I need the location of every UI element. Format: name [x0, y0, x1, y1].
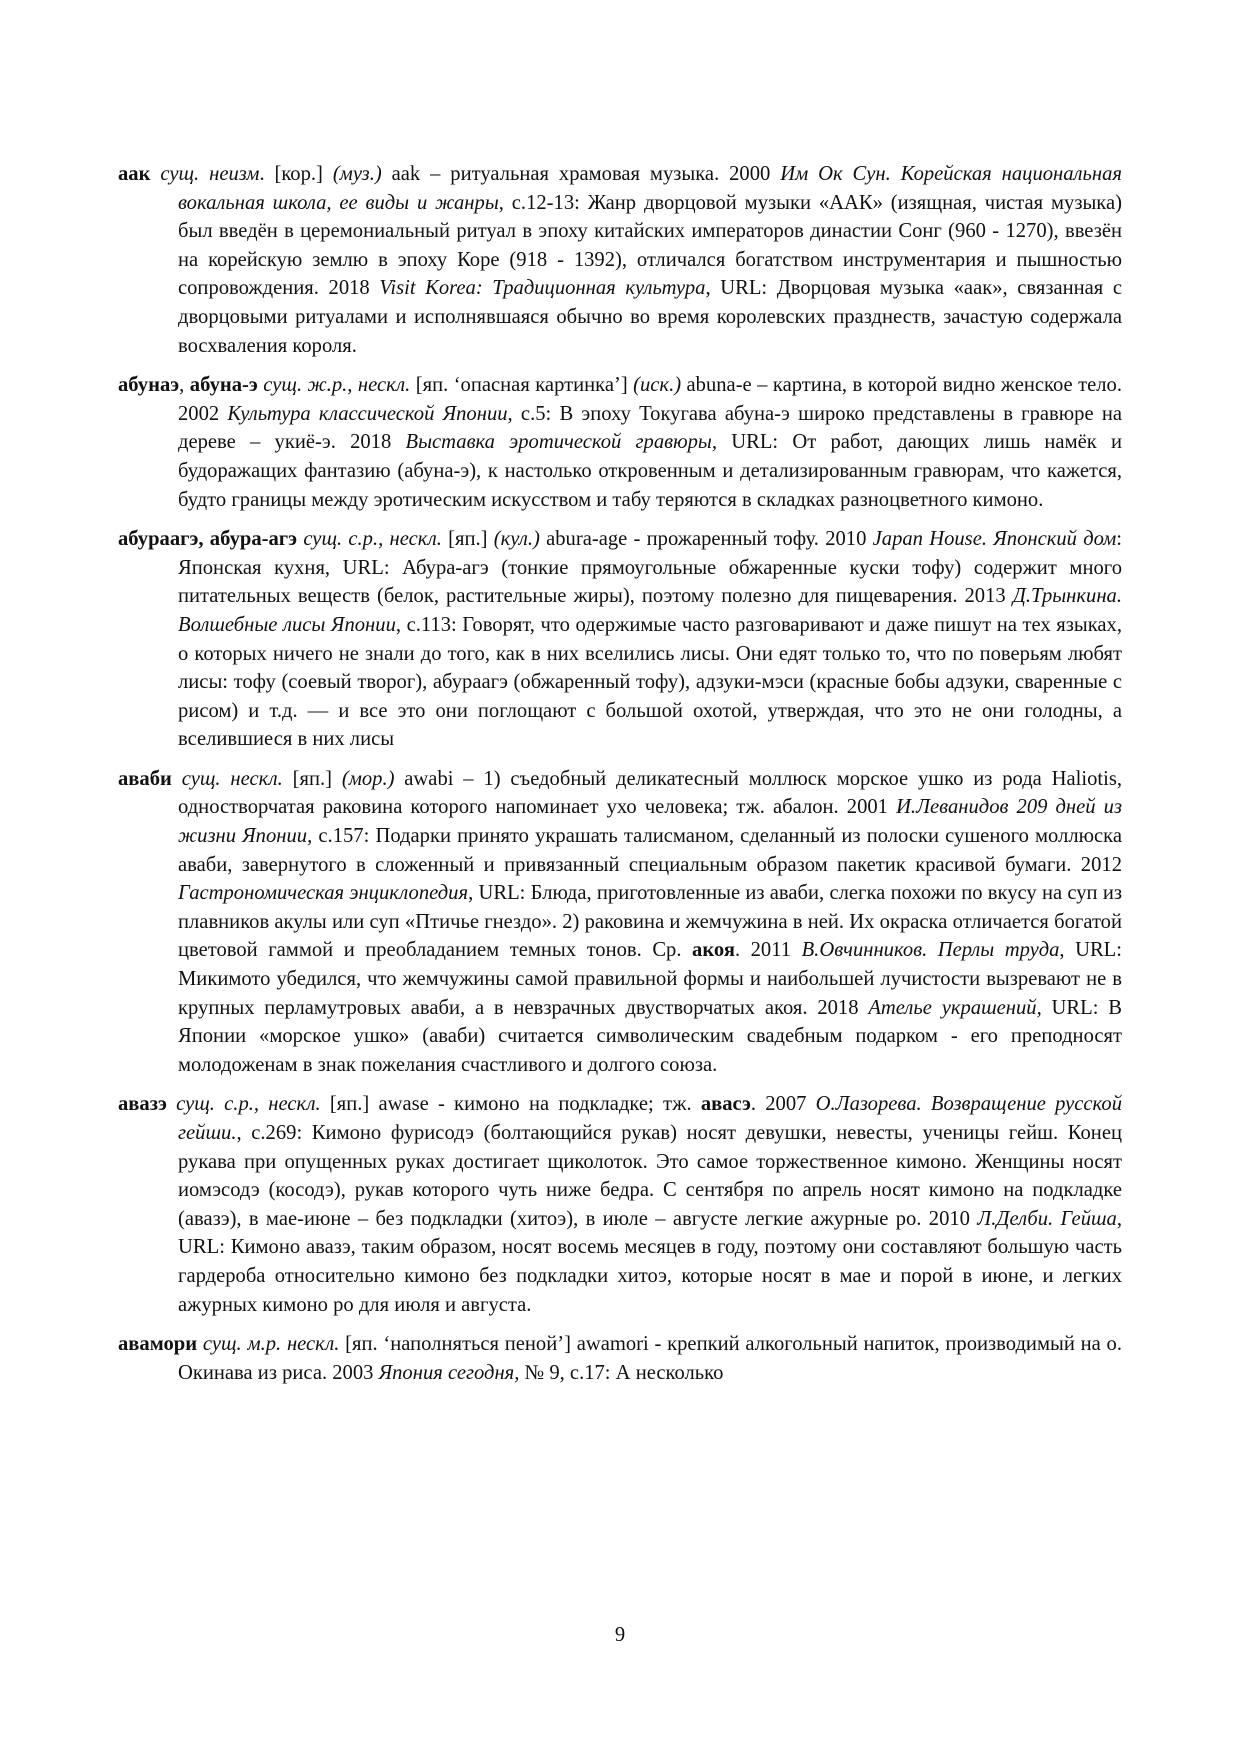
page-number: 9	[614, 1624, 626, 1646]
headword: авасэ	[700, 1093, 751, 1116]
italic-text: сущ. ж.р., нескл.	[263, 374, 411, 397]
italic-text: сущ. нескл.	[181, 767, 283, 790]
italic-text: сущ. неизм	[160, 163, 260, 185]
italic-text: Гастрономическая энциклопедия	[178, 882, 469, 905]
italic-text: Visit Korea: Традиционная культура	[379, 277, 706, 300]
entry-aak	[118, 160, 1122, 360]
italic-text: Культура классической Японии	[227, 402, 508, 425]
entry-text: № 9, с.17: А несколько	[519, 1361, 724, 1384]
italic-text: (иск.)	[633, 374, 682, 397]
italic-text: В.Овчинников. Перлы труда	[801, 939, 1060, 962]
entry-text: с.157: Подарки принято украшать талисманом, сделанный из полоски сушеного моллюска аваби, завернутого в сложенный и привязанный специальным образом пакетик красивой бумаги. 2012	[178, 825, 1122, 876]
entry-awamori	[118, 1330, 1122, 1387]
entry-text: , с.5: В эпоху Токугава абуна-э широко представлены в гравюре на дереве – укиё-э. 2018	[178, 402, 1122, 454]
headword: акоя	[692, 939, 735, 962]
entry-text	[150, 163, 160, 185]
italic-text: Л.Делби. Гейша	[977, 1207, 1117, 1230]
italic-text: (мор.)	[341, 767, 395, 790]
entry-awabi	[118, 765, 1122, 1080]
entry-text: , URL: Микимото убедился, что жемчужины самой правильной формы и наибольшей лучистости вызревают не в крупных перламутровых аваби, а в невзрачных двустворчатых акоя. 2018	[178, 939, 1122, 1019]
entry-text: , с.113: Говорят, что одержимые часто разговаривают и даже пишут на тех языках, о которых ничего не знали до того, как в них вселились лисы. Они едят только то, что по поверьям любят лисы: тофу (соевый творог), абураагэ (обжаренный тофу), адзуки-мэси (красные бобы адзуки, сваренные с рисом) и т.д. — и все это они поглощают с большой охотой, утверждая, что это не они голодны, а вселившиеся в них лисы	[178, 613, 1122, 751]
headword: абуна-э	[189, 374, 258, 397]
entry-text	[172, 768, 182, 790]
italic-text: О.Лазорева. Возвращение русской гейши.	[178, 1093, 1122, 1144]
entry-text: [яп. ‘опасная картинка’]	[410, 374, 634, 397]
entry-text: , с.269: Кимоно фурисодэ (болтающийся рукав) носят девушки, невесты, ученицы гейш. Конец рукава при опущенных руках достигает щиколоток. Это самое торжественное кимоно. Женщины носят иомэсодэ (косодэ), рукав которого чуть ниже бедра. С сентября по апрель носят кимоно на подкладке (авазэ), в мае-июне – без подкладки (хитоэ), в июле – августе легкие ажурные ро. 2010	[178, 1122, 1122, 1230]
entry-text: abura-age - прожаренный тофу. 2010	[539, 528, 873, 551]
italic-text: сущ. с.р., нескл.	[176, 1093, 321, 1116]
headword: аваби	[118, 767, 172, 790]
entry-text: , URL: Дворцовая музыка «аак», связанная с дворцовыми ритуалами и исполнявшаяся обычно во время королевских празднеств, зачастую содержала восхваления короля.	[178, 277, 1122, 357]
entry-aburaage	[118, 525, 1122, 754]
italic-text: Ателье украшений,	[868, 996, 1042, 1019]
headword: абураагэ, абура-агэ	[118, 528, 298, 551]
headword: авамори	[118, 1333, 198, 1356]
headword: аак	[118, 163, 151, 185]
dictionary-entries	[118, 160, 1122, 1398]
italic-text: Япония сегодня,	[378, 1361, 520, 1384]
italic-text: сущ. м.р. нескл.	[202, 1333, 340, 1356]
italic-text: И.Леванидов 209 дней из жизни Японии,	[178, 796, 1123, 848]
entry-text: . [кор.]	[259, 163, 333, 185]
italic-text: Japan House. Японский дом	[872, 528, 1117, 551]
entry-text: , URL: Кимоно авазэ, таким образом, носят восемь месяцев в году, поэтому они составляют большую часть гардероба относительно кимоно без подкладки хитоэ, которые носят в мае и порой в июне, и легких ажурных кимоно ро для июля и августа.	[178, 1207, 1122, 1316]
entry-awase	[118, 1090, 1122, 1319]
entry-text: : Японская кухня, URL: Абура-агэ (тонкие прямоугольные обжаренные куски тофу) содержит много питательных веществ (белок, растительные жиры), поэтому полезно для пищеварения. 2013	[178, 528, 1123, 608]
entry-text: [яп.]	[282, 767, 342, 790]
entry-text: [яп.] awase - кимоно на подкладке; тж.	[320, 1093, 701, 1116]
entry-text: URL: В Японии «морское ушко» (аваби) считается символическим свадебным подарком - его преподносят молодоженам в знак пожелания счастливого и долгого союза.	[178, 996, 1122, 1076]
entry-text: ,	[179, 374, 190, 397]
entry-text: [яп.]	[441, 528, 494, 551]
entry-text: abuna-e – картина, в которой видно женское тело. 2002	[178, 374, 1122, 425]
entry-text: aak – ритуальная храмовая музыка. 2000	[381, 163, 781, 185]
headword: абунаэ	[118, 374, 180, 397]
italic-text: Выставка эротической гравюры,	[405, 431, 717, 454]
entry-abunae	[118, 371, 1122, 514]
italic-text: (муз.)	[332, 163, 382, 185]
entry-text	[167, 1093, 176, 1115]
entry-text: [яп. ‘наполняться пеной’] awamori - крепкий алкогольный напиток, производимый на о. Окинава из риса. 2003	[178, 1333, 1122, 1384]
entry-text: awabi – 1) съедобный деликатесный моллюск морское ушко из рода Haliotis, одностворчатая раковина которого напоминает ухо человека; тж. абалон. 2001	[178, 767, 1123, 819]
italic-text: сущ. с.р., нескл.	[303, 528, 442, 551]
entry-text: , с.12-13: Жанр дворцовой музыки «ААК» (изящная, чистая музыка) был введён в церемониальный ритуал в эпоху китайских императоров династии Сонг (960 - 1270), ввезён на корейскую землю в эпоху Коре (918 - 1392), отличался богатством инструментария и пышностью сопровождения. 2018	[178, 191, 1122, 300]
italic-text: (кул.)	[493, 528, 540, 551]
italic-text: Д.Трынкина. Волшебные лисы Японии	[178, 585, 1122, 636]
italic-text: Им Ок Сун. Корейская национальная вокальная школа, ее виды и жанры	[178, 163, 1122, 214]
entry-text: URL: От работ, дающих лишь намёк и будоражащих фантазию (абуна-э), к настолько откровенным и детализированным гравюрам, что кажется, будто границы между эротическим искусством и табу теряются в складках разноцветного кимоно.	[178, 431, 1122, 511]
entry-text: . 2007	[750, 1093, 816, 1116]
entry-text: . 2011	[734, 939, 802, 962]
headword: авазэ	[118, 1093, 167, 1116]
entry-text: , URL: Блюда, приготовленные из аваби, слегка похожи по вкусу на суп из плавников акулы или суп «Птичье гнездо». 2) раковина и жемчужина в ней. Их окраска отличается богатой цветовой гаммой и преобладанием темных тонов. Ср.	[178, 882, 1123, 962]
